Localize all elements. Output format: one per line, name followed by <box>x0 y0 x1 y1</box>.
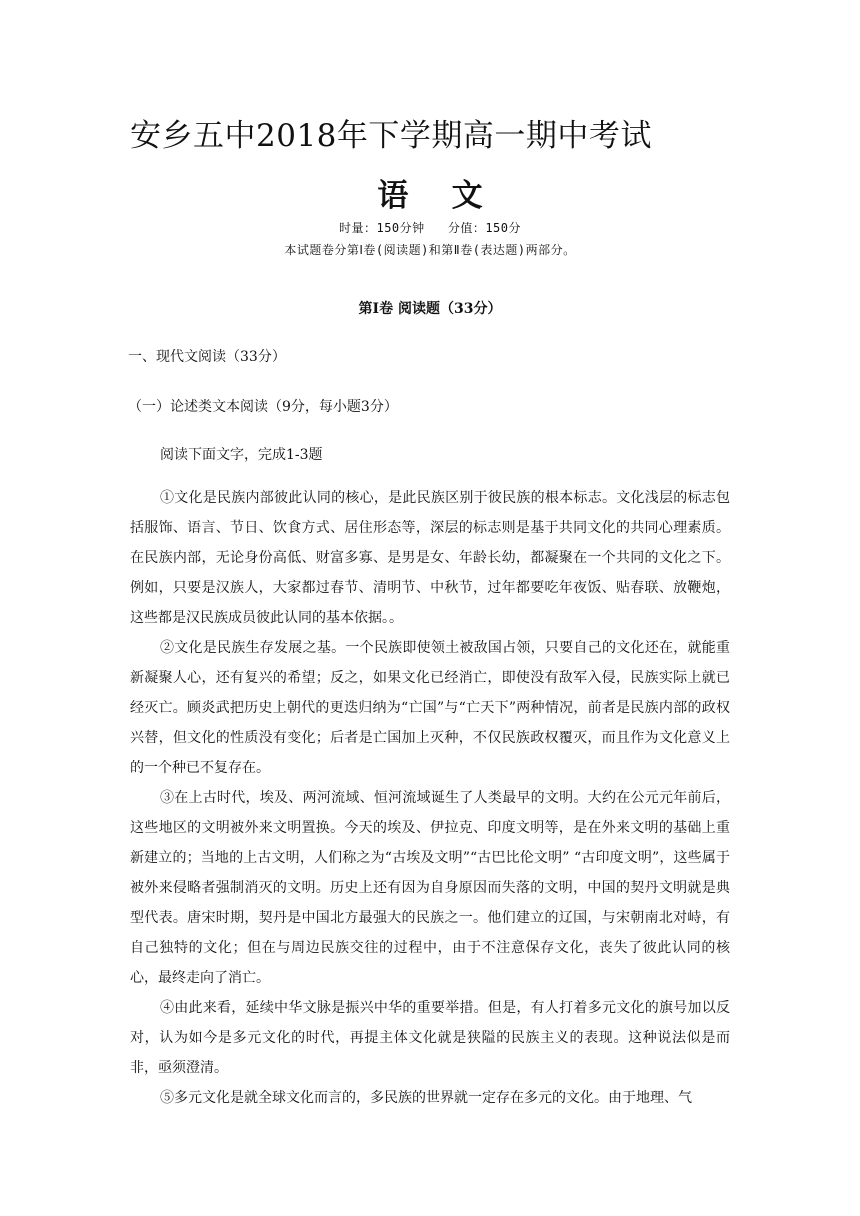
parts-note: 本试题卷分第Ⅰ卷(阅读题)和第Ⅱ卷(表达题)两部分。 <box>284 243 576 257</box>
passage-body <box>130 483 730 1113</box>
time-score-line: 时量：150分钟 分值：150分 <box>338 221 522 235</box>
paragraph-3: ③在上古时代，埃及、两河流域、恒河流域诞生了人类最早的文明。大约在公元元年前后，这些地区的文明被外来文明置换。今天的埃及、伊拉克、印度文明等，是在外来文明的基础上重新建立的；当地的上古文明，人们称之为“古埃及文明”“古巴比伦文明” “古印度文明”，这些属于被外来侵略者强制消灭的文明。历史上还有因为自身原因而失落的文明，中国的契丹文明就是典型代表。唐宋时期，契丹是中国北方最强大的民族之一。他们建立的辽国，与宋朝南北对峙，有自己独特的文化；但在与周边民族交往的过程中，由于不注意保存文化，丧失了彼此认同的核心，最终走向了消亡。 <box>130 790 730 986</box>
paragraph-4: ④由此来看，延续中华文脉是振兴中华的重要举措。但是，有人打着多元文化的旗号加以反对，认为如今是多元文化的时代，再提主体文化就是狭隘的民族主义的表现。这种说法似是而非，亟须澄清。 <box>130 1000 730 1076</box>
paragraph-2: ②文化是民族生存发展之基。一个民族即使领土被敌国占领，只要自己的文化还在，就能重新凝聚人心，还有复兴的希望；反之，如果文化已经消亡，即使没有敌军入侵，民族实际上就已经灭亡。顾炎武把历史上朝代的更迭归纳为“亡国”与“亡天下”两种情况，前者是民族内部的政权兴替，但文化的性质没有变化；后者是亡国加上灭种，不仅民族政权覆灭，而且作为文化意义上的一个种已不复存在。 <box>130 640 730 776</box>
reading-instruction: 阅读下面文字，完成1-3题 <box>160 447 323 463</box>
subject-title: 语 文 <box>377 178 483 214</box>
section-heading: 第Ⅰ卷 阅读题（33分） <box>358 301 502 317</box>
subsection-heading: （一）论述类文本阅读（9分，每小题3分） <box>128 399 398 415</box>
paragraph-5: ⑤多元文化是就全球文化而言的，多民族的世界就一定存在多元的文化。由于地理、气 <box>160 1090 692 1106</box>
paragraph-1: ①文化是民族内部彼此认同的核心，是此民族区别于彼民族的根本标志。文化浅层的标志包括服饰、语言、节日、饮食方式、居住形态等，深层的标志则是基于共同文化的共同心理素质。在民族内部，无论身份高低、财富多寡、是男是女、年龄长幼，都凝聚在一个共同的文化之下。例如，只要是汉族人，大家都过春节、清明节、中秋节，过年都要吃年夜饭、贴春联、放鞭炮，这些都是汉民族成员彼此认同的基本依据。。 <box>130 490 730 626</box>
modern-reading-heading: 一、现代文阅读（33分） <box>128 349 286 365</box>
exam-title: 安乡五中2018年下学期高一期中考试 <box>130 118 652 154</box>
